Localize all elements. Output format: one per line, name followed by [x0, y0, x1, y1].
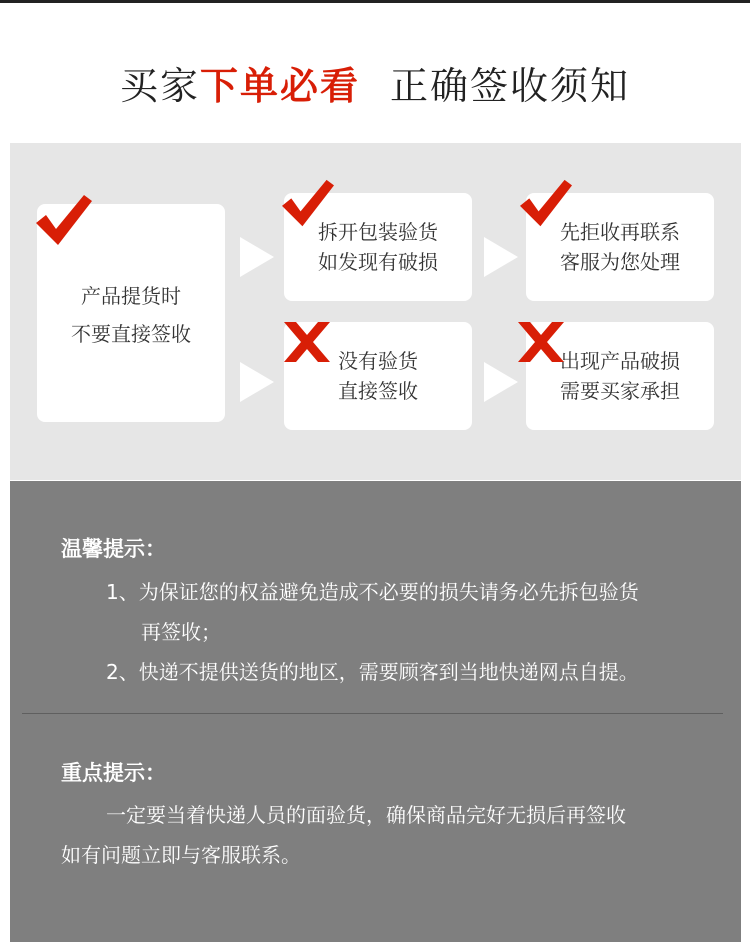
checkmark-icon [36, 195, 92, 247]
page-title [0, 55, 750, 110]
warm-tips-title: 温馨提示： [61, 537, 166, 561]
flow-panel [10, 143, 741, 480]
top-border [0, 0, 750, 3]
arrow-right-icon [240, 362, 274, 402]
verify-card-line1: 拆开包装验货 [318, 220, 438, 244]
key-tip-line2: 如有问题立即与客服联系。 [61, 843, 301, 867]
title-part-buyer: 买家 [119, 64, 200, 108]
damage-card-line2: 需要买家承担 [560, 379, 680, 403]
no-verify-card-line2: 直接签收 [338, 379, 418, 403]
reject-card-line1: 先拒收再联系 [560, 220, 680, 244]
key-tip-line1: 一定要当着快递人员的面验货，确保商品完好无损后再签收 [106, 803, 626, 827]
reject-card-line2: 客服为您处理 [560, 250, 680, 274]
arrow-right-icon [240, 237, 274, 277]
damage-card-line1: 出现产品破损 [560, 349, 680, 373]
arrow-right-icon [484, 237, 518, 277]
warm-tip-1: 1、为保证您的权益避免造成不必要的损失请务必先拆包验货 [106, 580, 639, 604]
cross-icon [518, 322, 564, 362]
arrow-right-icon [484, 362, 518, 402]
warm-tip-2: 2、快递不提供送货的地区，需要顾客到当地快递网点自提。 [106, 660, 639, 684]
divider [22, 713, 723, 714]
checkmark-icon [282, 179, 334, 229]
tips-panel [10, 481, 741, 942]
key-tips-title: 重点提示： [61, 761, 166, 785]
title-part-highlight: 下单必看 [199, 64, 360, 108]
cross-icon [284, 322, 330, 362]
warm-tip-1-cont: 再签收； [141, 620, 221, 644]
start-card-line2: 不要直接签收 [71, 322, 191, 346]
checkmark-icon [520, 179, 572, 229]
verify-card-line2: 如发现有破损 [318, 250, 438, 274]
start-card-line1: 产品提货时 [81, 284, 181, 308]
no-verify-card-line1: 没有验货 [338, 349, 418, 373]
title-part-notice: 正确签收须知 [390, 64, 631, 108]
